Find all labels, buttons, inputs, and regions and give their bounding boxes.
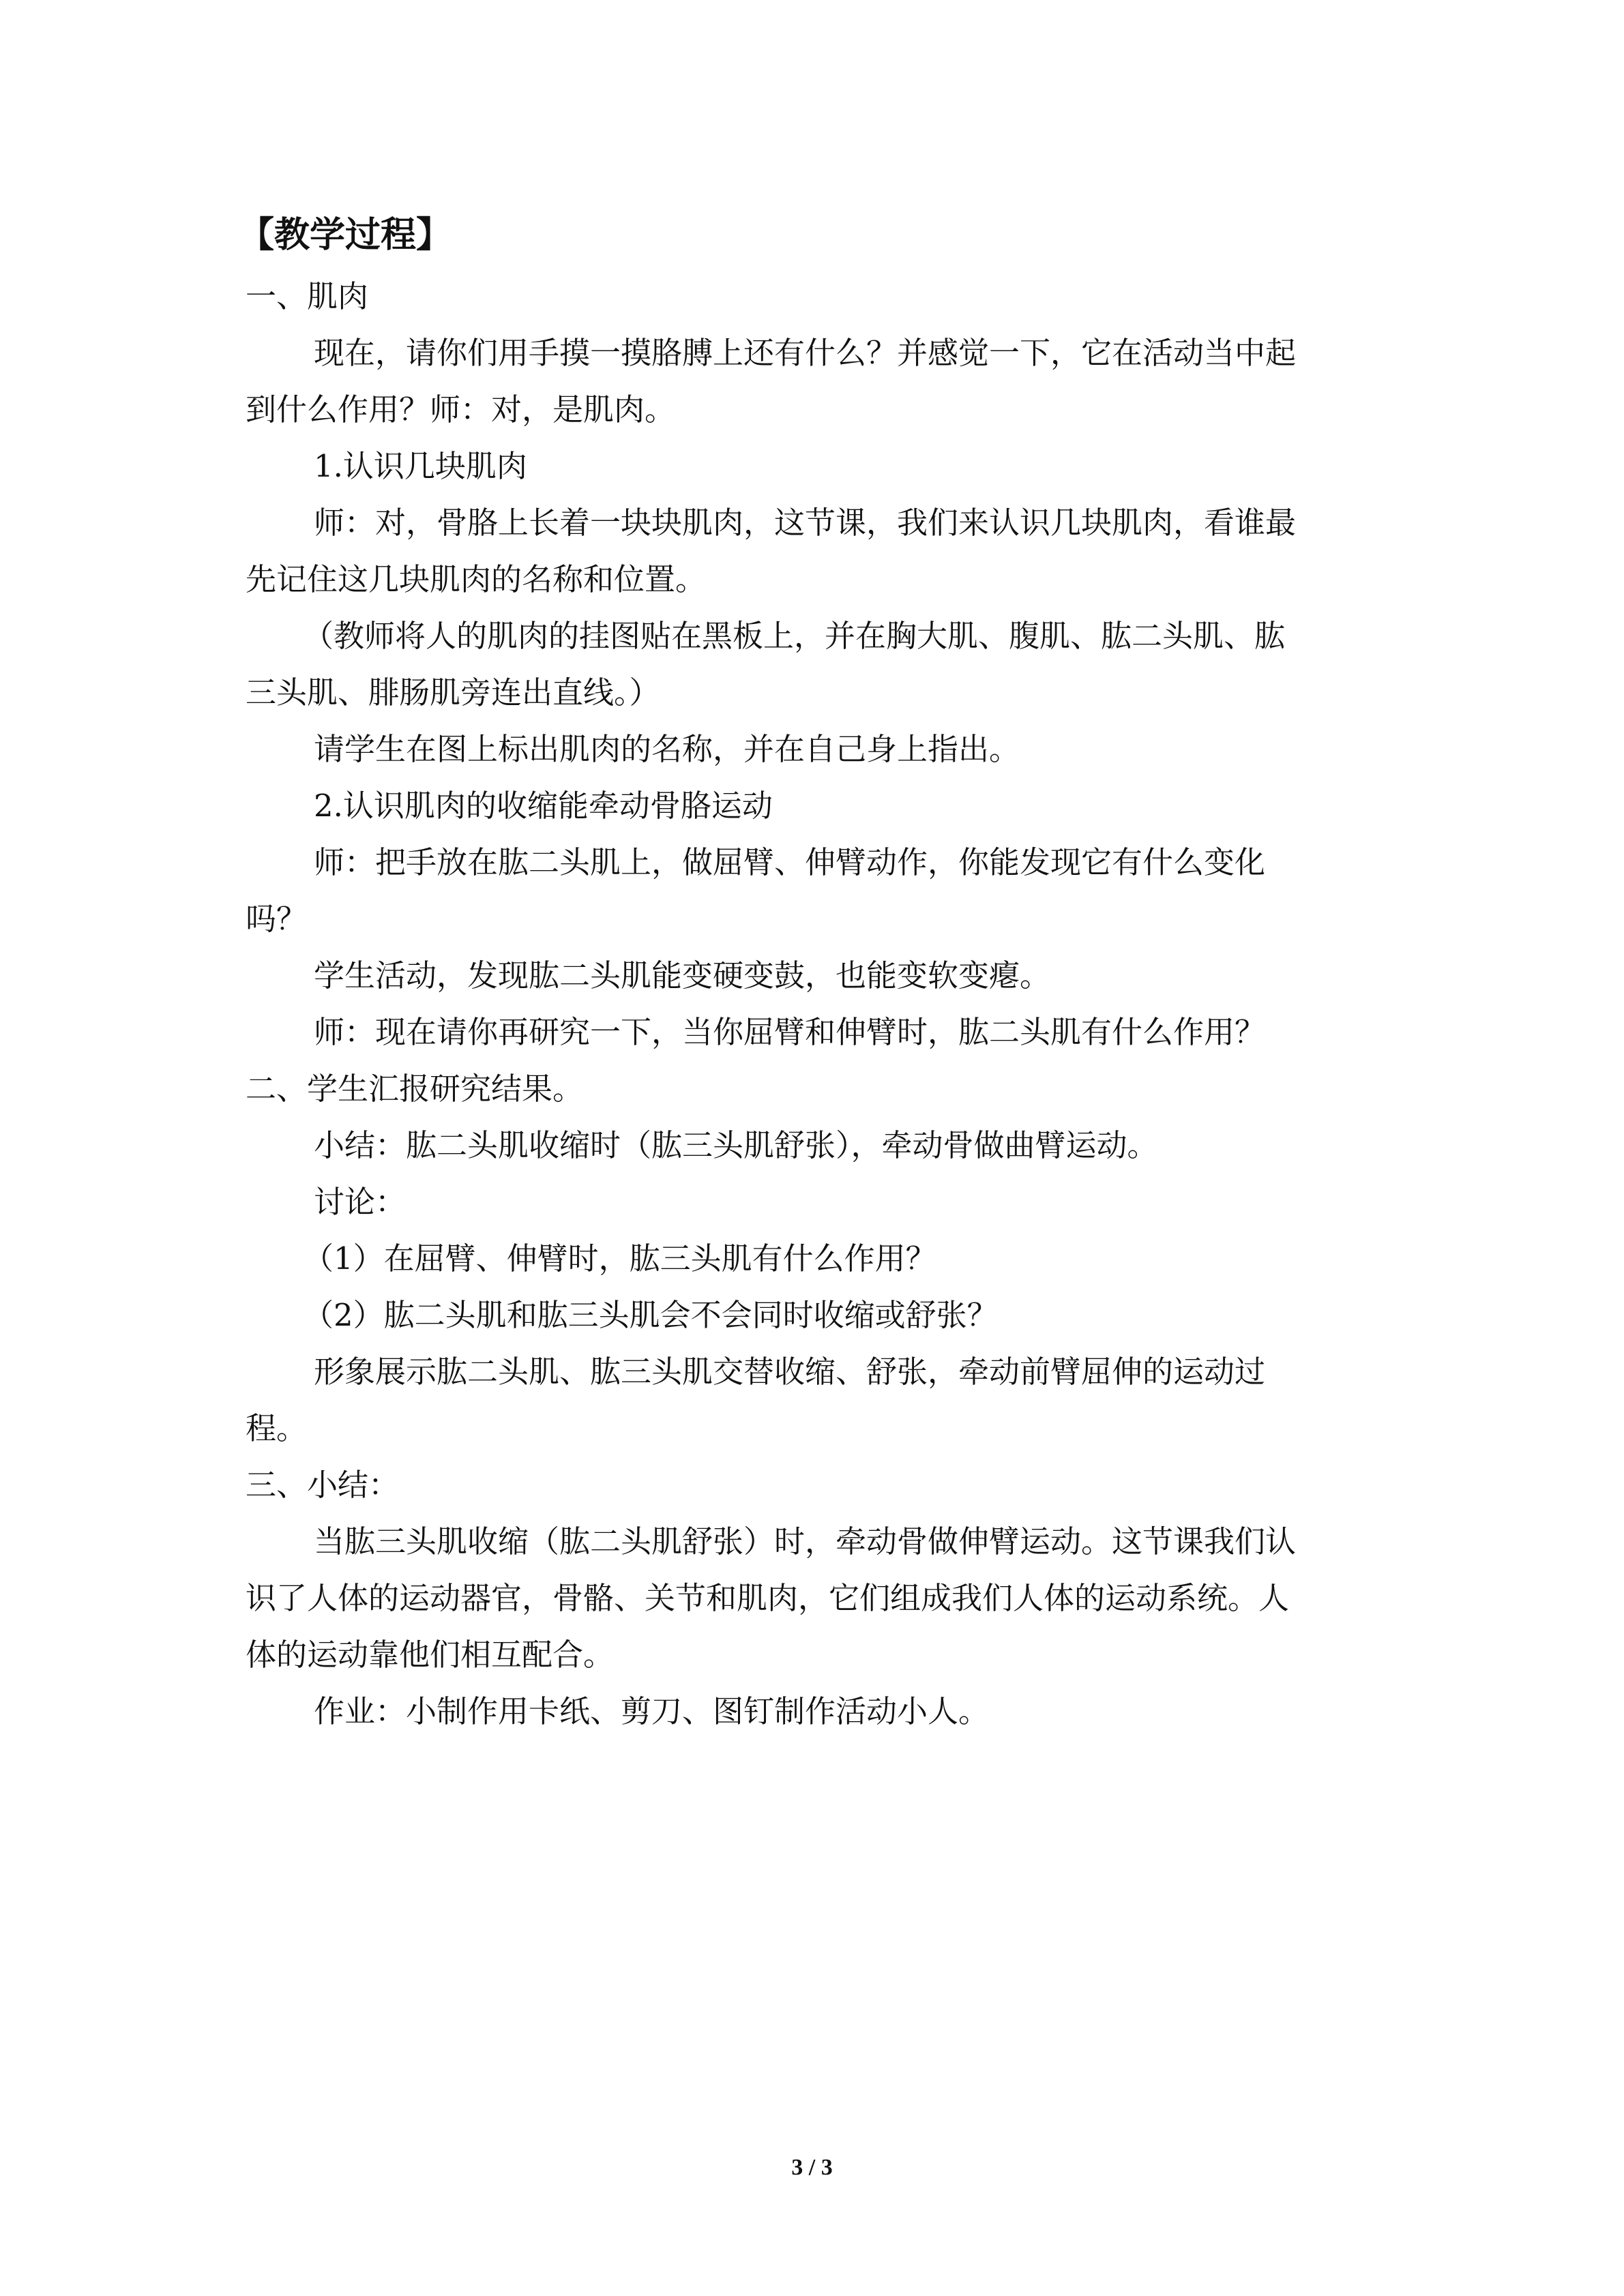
paragraph-wall-chart bbox=[246, 608, 1381, 721]
heading-report: 二、学生汇报研究结果。 bbox=[246, 1071, 584, 1107]
paragraph-conclusion bbox=[246, 1513, 1381, 1683]
paragraph-line: 现在，请你们用手摸一摸胳膊上还有什么？并感觉一下，它在活动当中起 bbox=[314, 335, 1297, 371]
subheading-know-muscles: 1.认识几块肌肉 bbox=[314, 448, 527, 484]
heading-conclusion: 三、小结： bbox=[246, 1467, 400, 1503]
document-content bbox=[239, 208, 1381, 1740]
paragraph-label-muscles: 请学生在图上标出肌肉的名称，并在自己身上指出。 bbox=[314, 731, 1020, 767]
paragraph-homework: 作业：小制作用卡纸、剪刀、图钉制作活动小人。 bbox=[314, 1693, 990, 1729]
paragraph-line: 三头肌、腓肠肌旁连出直线。） bbox=[246, 674, 660, 711]
paragraph-demonstration bbox=[246, 1343, 1381, 1457]
paragraph-line: 师：把手放在肱二头肌上，做屈臂、伸臂动作，你能发现它有什么变化 bbox=[314, 844, 1266, 880]
paragraph-line: （教师将人的肌肉的挂图贴在黑板上，并在胸大肌、腹肌、肱二头肌、肱 bbox=[303, 618, 1286, 654]
page-number: 3 / 3 bbox=[791, 2155, 833, 2180]
paragraph-line: 先记住这几块肌肉的名称和位置。 bbox=[246, 561, 707, 597]
question-2: （2）肱二头肌和肱三头肌会不会同时收缩或舒张？ bbox=[303, 1297, 998, 1333]
paragraph-research: 师：现在请你再研究一下，当你屈臂和伸臂时，肱二头肌有什么作用？ bbox=[314, 1014, 1266, 1050]
paragraph-line: 吗？ bbox=[246, 901, 308, 937]
subheading-contraction: 2.认识肌肉的收缩能牵动骨胳运动 bbox=[314, 788, 773, 824]
paragraph-discussion: 讨论： bbox=[314, 1184, 407, 1220]
paragraph-bend-arm bbox=[246, 834, 1381, 947]
paragraph-line: 形象展示肱二头肌、肱三头肌交替收缩、舒张，牵动前臂屈伸的运动过 bbox=[314, 1354, 1266, 1390]
paragraph-line: 师：对，骨胳上长着一块块肌肉，这节课，我们来认识几块肌肉，看谁最 bbox=[314, 505, 1297, 541]
paragraph-line: 识了人体的运动器官，骨骼、关节和肌肉，它们组成我们人体的运动系统。人 bbox=[246, 1580, 1290, 1616]
paragraph-line: 体的运动靠他们相互配合。 bbox=[246, 1637, 615, 1673]
heading-muscles: 一、肌肉 bbox=[246, 278, 369, 314]
paragraph-line: 程。 bbox=[246, 1410, 308, 1446]
paragraph-line: 当肱三头肌收缩（肱二头肌舒张）时，牵动骨做伸臂运动。这节课我们认 bbox=[314, 1523, 1297, 1560]
question-1: （1）在屈臂、伸臂时，肱三头肌有什么作用？ bbox=[303, 1240, 936, 1277]
paragraph-intro bbox=[246, 325, 1381, 438]
paragraph-student-activity: 学生活动，发现肱二头肌能变硬变鼓，也能变软变瘪。 bbox=[314, 957, 1051, 994]
section-title: 【教学过程】 bbox=[239, 215, 452, 256]
paragraph-summary: 小结：肱二头肌收缩时（肱三头肌舒张），牵动骨做曲臂运动。 bbox=[314, 1127, 1158, 1163]
paragraph-teacher-muscles bbox=[246, 494, 1381, 608]
paragraph-line: 到什么作用？师：对，是肌肉。 bbox=[246, 391, 676, 428]
